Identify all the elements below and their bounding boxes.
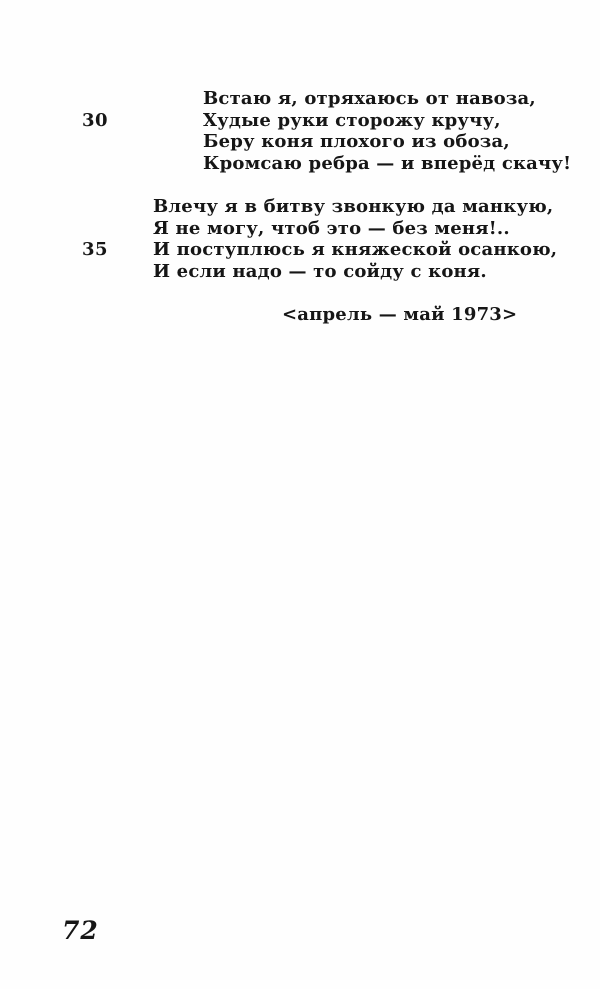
poem-line: [203, 88, 571, 110]
poem-line-text: И если надо — то сойду с коня.: [153, 260, 487, 282]
poem-line: [153, 261, 557, 283]
line-number: 35: [82, 239, 109, 261]
poem-line: [82, 239, 558, 261]
poem-line-text: Беру коня плохого из обоза,: [203, 131, 510, 153]
poem-stanza-1: [82, 88, 572, 174]
poem-line-text: Я не могу, чтоб это — без меня!..: [153, 217, 510, 239]
poem-line: [153, 218, 557, 240]
poem-line: [203, 131, 571, 153]
poem-line-text: Худые руки сторожу кручу,: [203, 109, 501, 131]
poem-line: [82, 109, 571, 132]
poem-stanza-2: [82, 196, 558, 282]
page-number: 72: [62, 916, 99, 945]
poem-line-text: И поступлюсь я княжеской осанкою,: [153, 239, 558, 261]
poem-line-text: Влечу я в битву звонкую да манкую,: [153, 196, 554, 217]
line-number: 30: [82, 109, 109, 131]
poem-line: [153, 196, 557, 218]
poem-line-text: Встаю я, отряхаюсь от навоза,: [203, 88, 536, 109]
poem-line-text: Кромсаю ребра — и вперёд скачу!: [203, 152, 572, 174]
poem-date-annotation: <апрель — май 1973>: [282, 304, 518, 325]
poem-line: [203, 153, 571, 175]
